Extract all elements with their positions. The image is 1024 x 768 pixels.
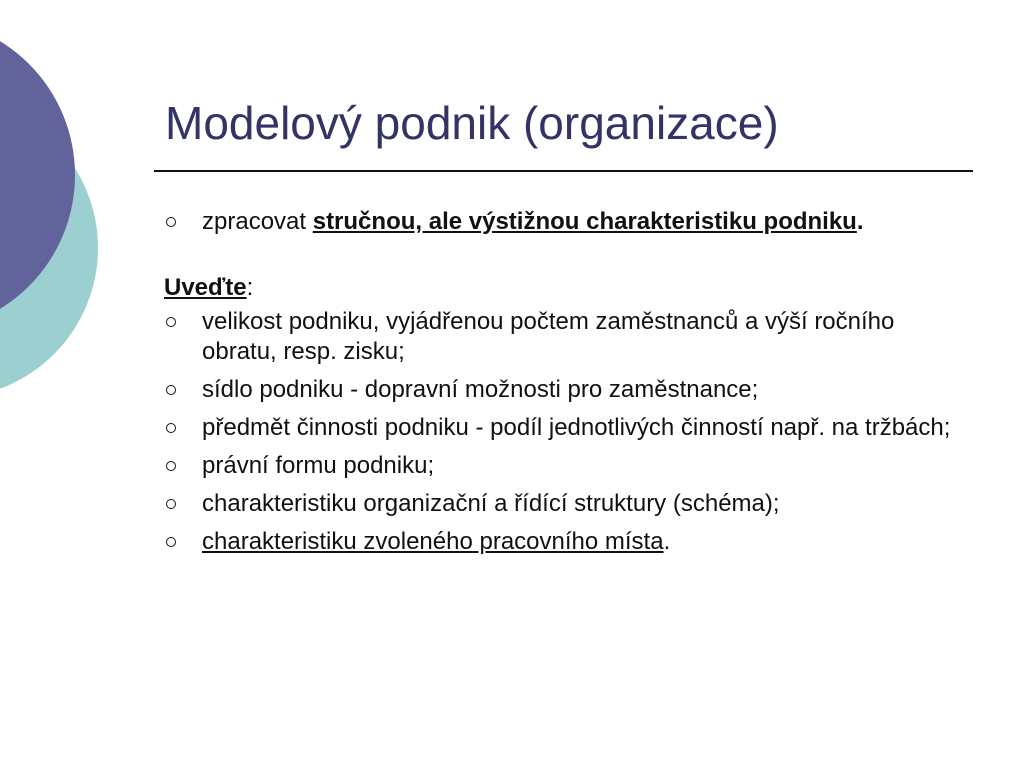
intro-emphasis: stručnou, ale výstižnou charakteristiku podniku (312, 208, 857, 235)
bullet-icon (166, 217, 176, 227)
bullet-icon (166, 423, 176, 433)
intro-list (164, 207, 954, 237)
title-divider (154, 170, 973, 172)
list-item-text: předmět činnosti podniku - podíl jednotlivých činností např. na tržbách; (202, 414, 951, 441)
section-heading (164, 273, 954, 303)
section-heading-suffix: : (246, 274, 254, 301)
list-item-text: právní formu podniku; (202, 452, 435, 479)
list-item-text: velikost podniku, vyjádřenou počtem zaměstnanců a výší ročního obratu, resp. zisku; (202, 308, 895, 365)
decorative-circles (0, 0, 110, 410)
slide-content (164, 207, 954, 565)
list-item (164, 413, 954, 443)
requirements-list (164, 307, 954, 557)
list-item-last (164, 527, 954, 557)
list-item-text: sídlo podniku - dopravní možnosti pro zaměstnance; (202, 376, 759, 403)
list-item-intro (164, 207, 954, 237)
list-item (164, 375, 954, 405)
intro-suffix: . (856, 208, 864, 235)
bullet-icon (166, 537, 176, 547)
bullet-icon (166, 317, 176, 327)
intro-prefix: zpracovat (202, 208, 313, 235)
bullet-icon (166, 499, 176, 509)
list-item-text: charakteristiku organizační a řídící struktury (schéma); (202, 490, 780, 517)
list-item (164, 307, 954, 367)
section-heading-label: Uveďte (164, 274, 247, 301)
bullet-icon (166, 461, 176, 471)
list-item (164, 451, 954, 481)
last-item-text: charakteristiku zvoleného pracovního místa (202, 528, 664, 555)
bullet-icon (166, 385, 176, 395)
slide-title: Modelový podnik (organizace) (165, 97, 779, 149)
list-item (164, 489, 954, 519)
last-item-suffix: . (663, 528, 671, 555)
